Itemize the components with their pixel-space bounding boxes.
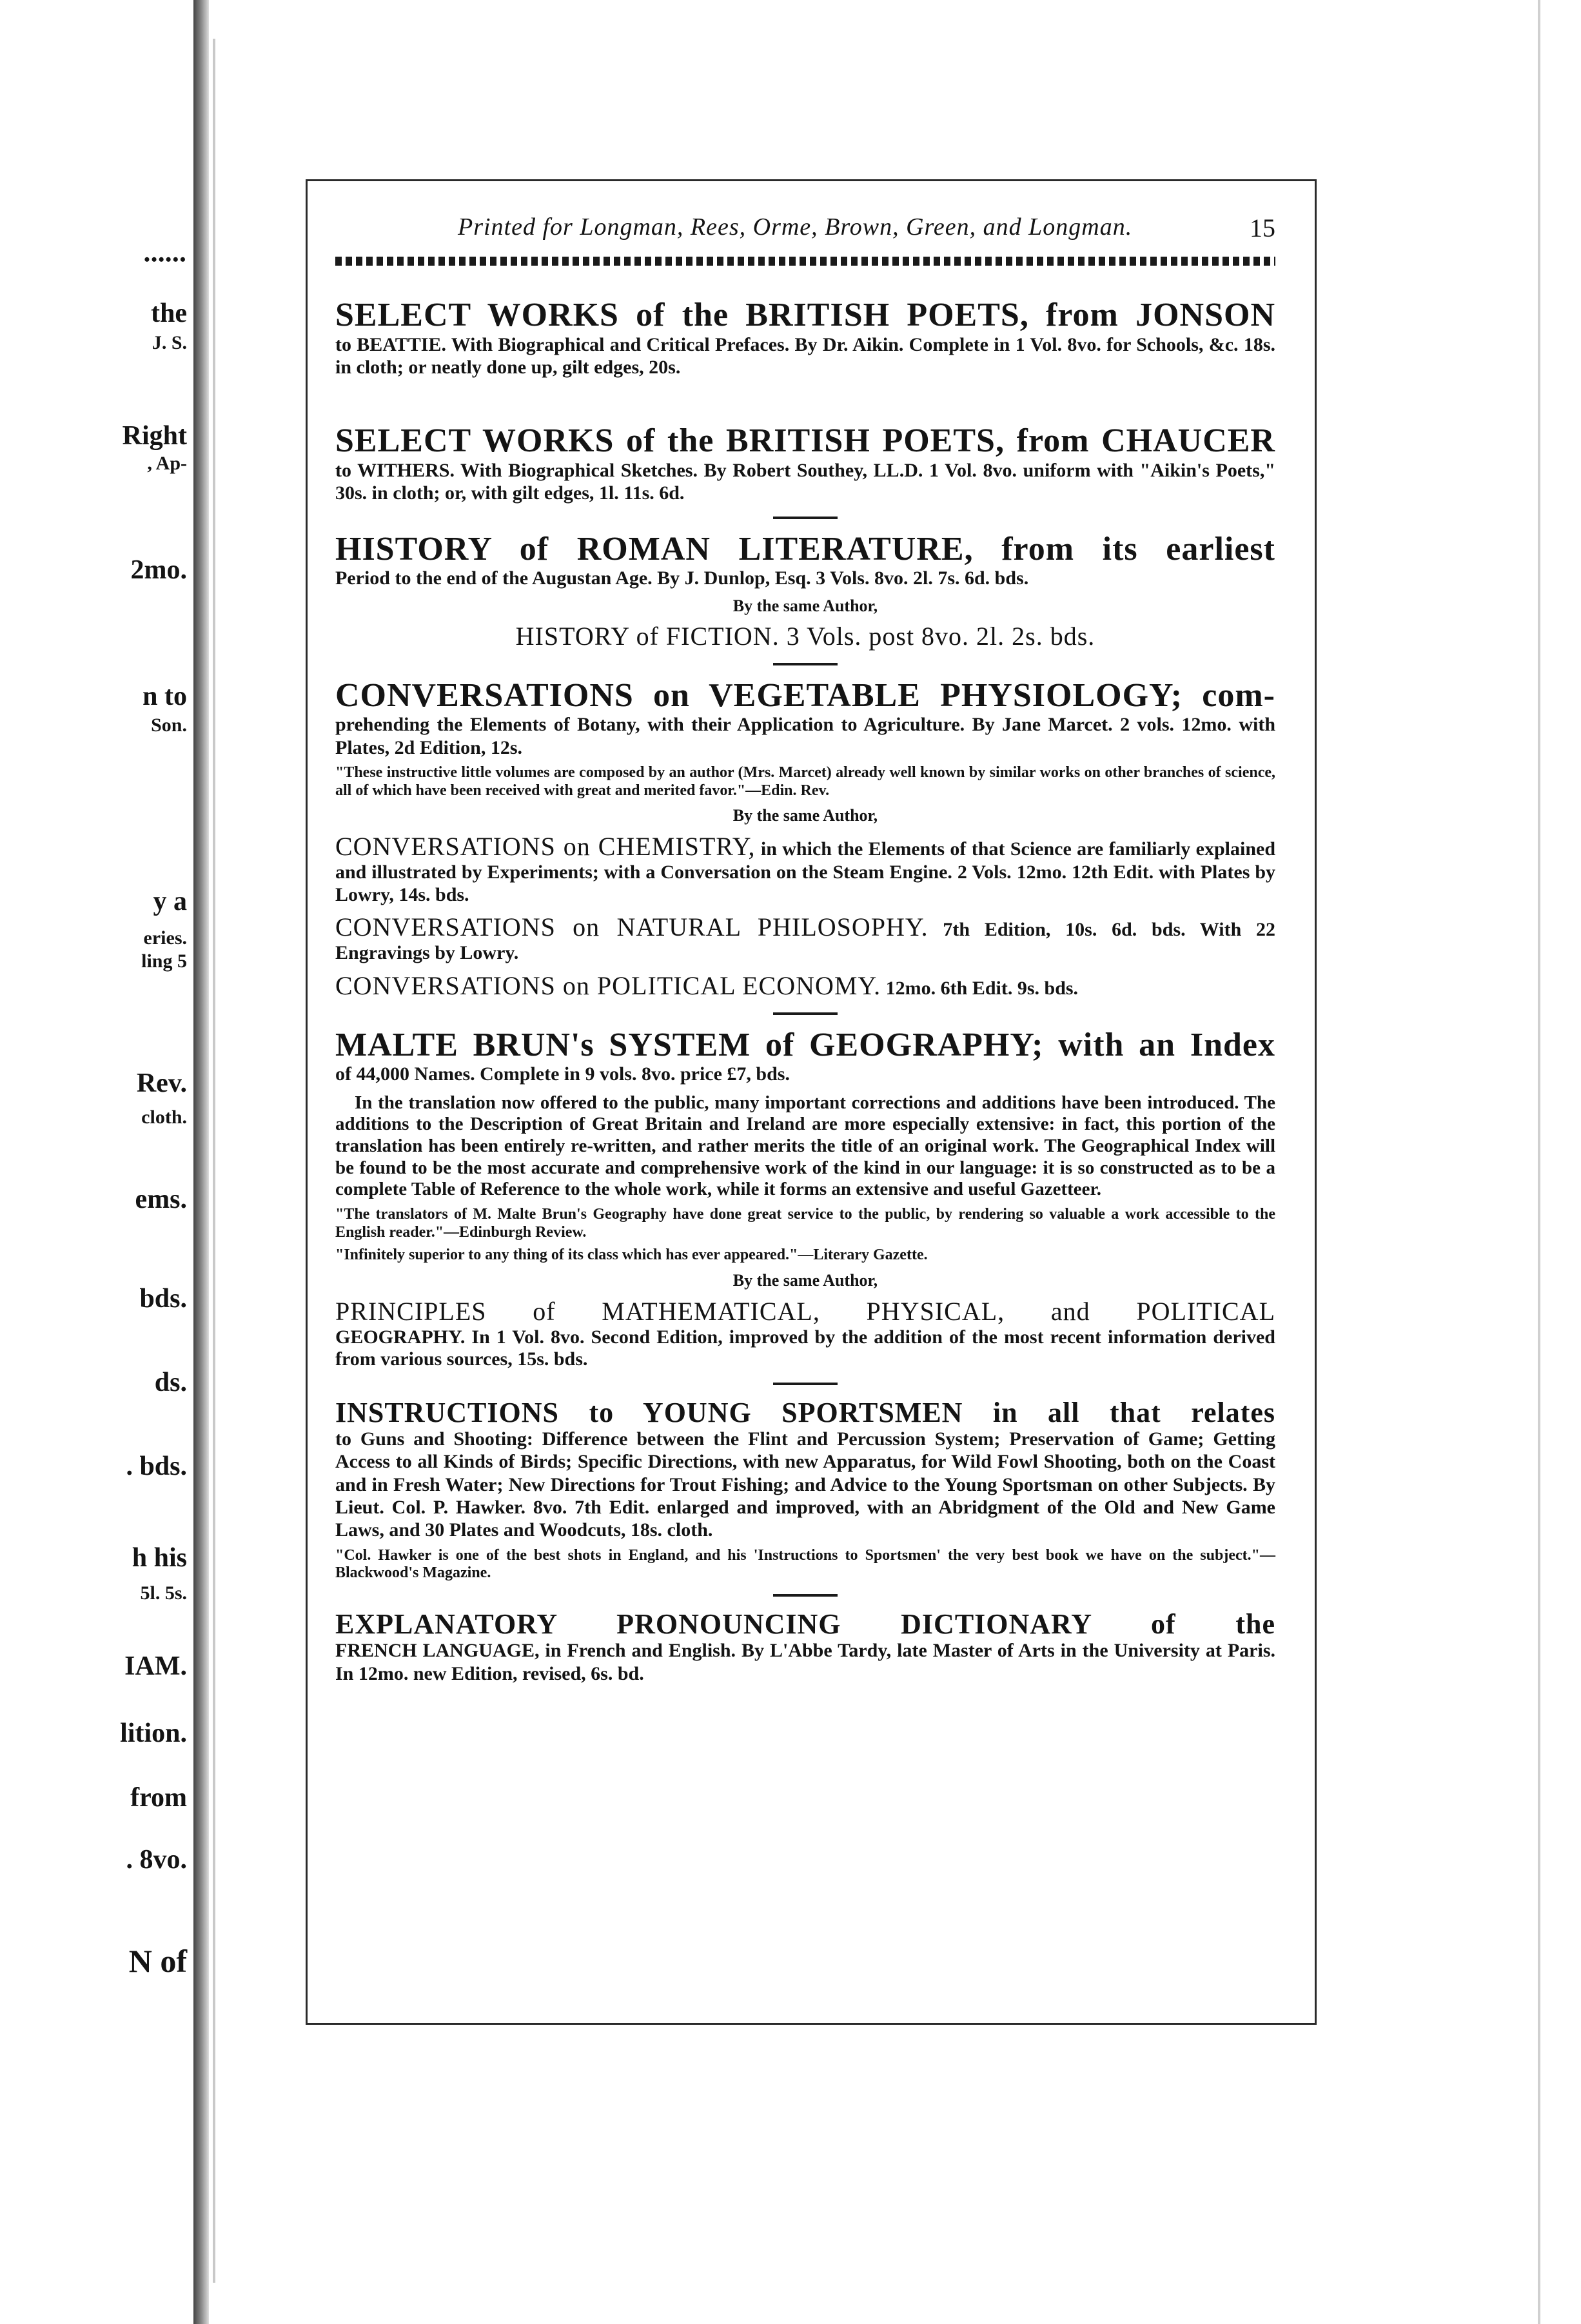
sub-entry-title: CONVERSATIONS on POLITICAL ECONOMY. <box>335 970 881 1000</box>
fragment-text: . bds. <box>126 1452 187 1481</box>
fragment-text: y a <box>153 887 187 916</box>
sub-entry <box>335 912 1275 965</box>
review-quote: "These instructive little volumes are composed by an author (Mrs. Marcet) already well known by similar works on other branches of science, all of which have been received with great and merited favor."—Edin. Rev. <box>335 764 1275 799</box>
by-same-author: By the same Author, <box>732 1270 878 1290</box>
fragment-text: ems. <box>135 1185 187 1214</box>
fragment-text: . 8vo. <box>126 1845 187 1875</box>
advertisement-page <box>335 213 1275 1685</box>
facing-page-fragment <box>0 0 193 2324</box>
divider-rule <box>773 1383 838 1385</box>
ad-select-works-jonson <box>335 298 1275 379</box>
review-quote: "Infinitely superior to any thing of its class which has ever appeared."—Literary Gazette. <box>335 1246 928 1264</box>
ad-body: Period to the end of the Augustan Age. By J. Dunlop, Esq. 3 Vols. 8vo. 2l. 7s. 6d. bds. <box>335 567 1029 589</box>
fragment-text: eries. <box>143 927 187 949</box>
fragment-text: N of <box>128 1943 187 1979</box>
fragment-text: h his <box>132 1543 187 1573</box>
review-quote: "Col. Hawker is one of the best shots in England, and his 'Instructions to Sportsmen' the very best book we have on the subject."—Blackwood's Magazine. <box>335 1546 1275 1582</box>
book-gutter <box>193 0 209 2324</box>
page-edge <box>213 39 215 2283</box>
fragment-text: ds. <box>154 1368 187 1397</box>
fragment-text: lition. <box>120 1718 187 1748</box>
ad-title: SELECT WORKS of the BRITISH POETS, from CHAUCER <box>335 422 1275 460</box>
ad-select-works-chaucer <box>335 424 1275 504</box>
fragment-text: Son. <box>151 714 187 736</box>
ad-title: MALTE BRUN's SYSTEM of GEOGRAPHY; with an Index <box>335 1026 1275 1063</box>
ad-body: FRENCH LANGUAGE, in French and English. By L'Abbe Tardy, late Master of Arts in the University at Paris. In 12mo. new Edition, revised, 6s. bd. <box>335 1640 1275 1684</box>
ad-body: of 44,000 Names. Complete in 9 vols. 8vo. price £7, bds. <box>335 1063 790 1085</box>
sub-entry-title: CONVERSATIONS on NATURAL PHILOSOPHY. <box>335 912 928 942</box>
sub-entry <box>335 1297 1275 1371</box>
page-edge-right <box>1538 0 1540 2324</box>
ad-body: to WITHERS. With Biographical Sketches. By Robert Southey, LL.D. 1 Vol. 8vo. uniform with "Aikin's Poets," 30s. in cloth; or, with gilt edges, 1l. 11s. 6d. <box>335 459 1275 504</box>
ad-paragraph: In the translation now offered to the public, many important corrections and additions have been introduced. The additions to the Description of Great Britain and Ireland are more especially extensive: in fact, this portion of the translation has been entirely re-written, and rather merits the title of an original work. The Geographical Index will be found to be the most accurate and comprehensive work of the kind in our language: it is so constructed as to be a complete Table of Reference to the whole work, while it forms an extensive and useful Gazetteer. <box>335 1092 1275 1200</box>
fragment-text: from <box>130 1783 187 1813</box>
fragment-text: Right <box>122 421 187 451</box>
ad-title: EXPLANATORY PRONOUNCING DICTIONARY of the <box>335 1608 1275 1640</box>
fragment-text: bds. <box>139 1284 187 1314</box>
by-same-author: By the same Author, <box>732 806 878 825</box>
ad-body: to BEATTIE. With Biographical and Critical Prefaces. By Dr. Aikin. Complete in 1 Vol. 8vo. for Schools, &c. 18s. in cloth; or neatly done up, gilt edges, 20s. <box>335 333 1275 378</box>
fragment-text: cloth. <box>141 1107 187 1128</box>
ad-french-dictionary <box>335 1610 1275 1685</box>
fragment-text: ling 5 <box>141 950 187 972</box>
divider-rule <box>773 1594 838 1597</box>
ad-malte-brun-geography <box>335 1028 1275 1371</box>
running-head-text: Printed for Longman, Rees, Orme, Brown, Green, and Longman. <box>458 213 1133 241</box>
review-quote: "The translators of M. Malte Brun's Geography have done great service to the public, by rendering so valuable a work accessible to the English reader."—Edinburgh Review. <box>335 1205 1275 1241</box>
fragment-text: the <box>151 299 187 328</box>
ad-young-sportsmen <box>335 1398 1275 1582</box>
ad-title: CONVERSATIONS on VEGETABLE PHYSIOLOGY; com- <box>335 676 1275 714</box>
divider-rule <box>773 517 838 519</box>
ornament-rule: •••••• <box>144 250 187 269</box>
fragment-text: , Ap- <box>147 453 187 474</box>
divider-rule <box>773 1012 838 1015</box>
page-number: 15 <box>1250 213 1275 242</box>
ad-roman-literature <box>335 532 1275 651</box>
fragment-text: 5l. 5s. <box>140 1582 187 1604</box>
sub-entry <box>335 832 1275 906</box>
fragment-text: J. S. <box>152 332 187 353</box>
ad-body: prehending the Elements of Botany, with their Application to Agriculture. By Jane Marcet. 2 vols. 12mo. with Plates, 2d Edition, 12s. <box>335 714 1275 758</box>
sub-entry <box>335 971 1275 1001</box>
ad-title: SELECT WORKS of the BRITISH POETS, from JONSON <box>335 297 1275 333</box>
ad-title: INSTRUCTIONS to YOUNG SPORTSMEN in all that relates <box>335 1396 1275 1428</box>
sub-entry-text: 12mo. 6th Edit. 9s. bds. <box>885 977 1079 999</box>
sub-entry-text: GEOGRAPHY. In 1 Vol. 8vo. Second Edition, improved by the addition of the most recent information derived from various sources, 15s. bds. <box>335 1326 1275 1370</box>
fragment-text: 2mo. <box>130 555 187 585</box>
sub-entry-title: CONVERSATIONS on CHEMISTRY, <box>335 832 756 862</box>
fragment-text: Rev. <box>136 1068 187 1098</box>
by-same-author: By the same Author, <box>732 596 878 615</box>
ad-body: to Guns and Shooting: Difference between the Flint and Percussion System; Preservation of Game; Getting Access to all Kinds of Birds; Specific Directions, with new Apparatus, for Wild Fowl Shooting, both on the Coast and in Fresh Water; New Directions for Trout Fishing; and Advice to the Young Sportsman on other Subjects. By Lieut. Col. P. Hawker. 8vo. 7th Edit. enlarged and improved, with an Abridgment of the Old and New Game Laws, and 30 Plates and Woodcuts, 18s. cloth. <box>335 1428 1275 1541</box>
divider-rule <box>773 663 838 665</box>
ad-vegetable-physiology <box>335 678 1275 1001</box>
sub-entry-text: 7th Edition, 10s. 6d. bds. With 22 Engravings by Lowry. <box>335 919 1276 964</box>
sub-entry-text: in which the Elements of that Science are familiarly explained and illustrated by Experiments; with a Conversation on the Steam Engine. 2 Vols. 12mo. 12th Edit. with Plates by Lowry, 14s. bds. <box>335 838 1276 905</box>
ornament-rule <box>335 257 1275 266</box>
ad-title: HISTORY of ROMAN LITERATURE, from its earliest <box>335 530 1275 567</box>
running-head <box>335 213 1275 251</box>
fragment-text: n to <box>142 682 187 711</box>
fragment-text: IAM. <box>124 1651 187 1681</box>
sub-entry-title: PRINCIPLES of MATHEMATICAL, PHYSICAL, and POLITICAL <box>335 1296 1275 1326</box>
sub-entry-title: HISTORY of FICTION. 3 Vols. post 8vo. 2l. 2s. bds. <box>515 621 1095 651</box>
